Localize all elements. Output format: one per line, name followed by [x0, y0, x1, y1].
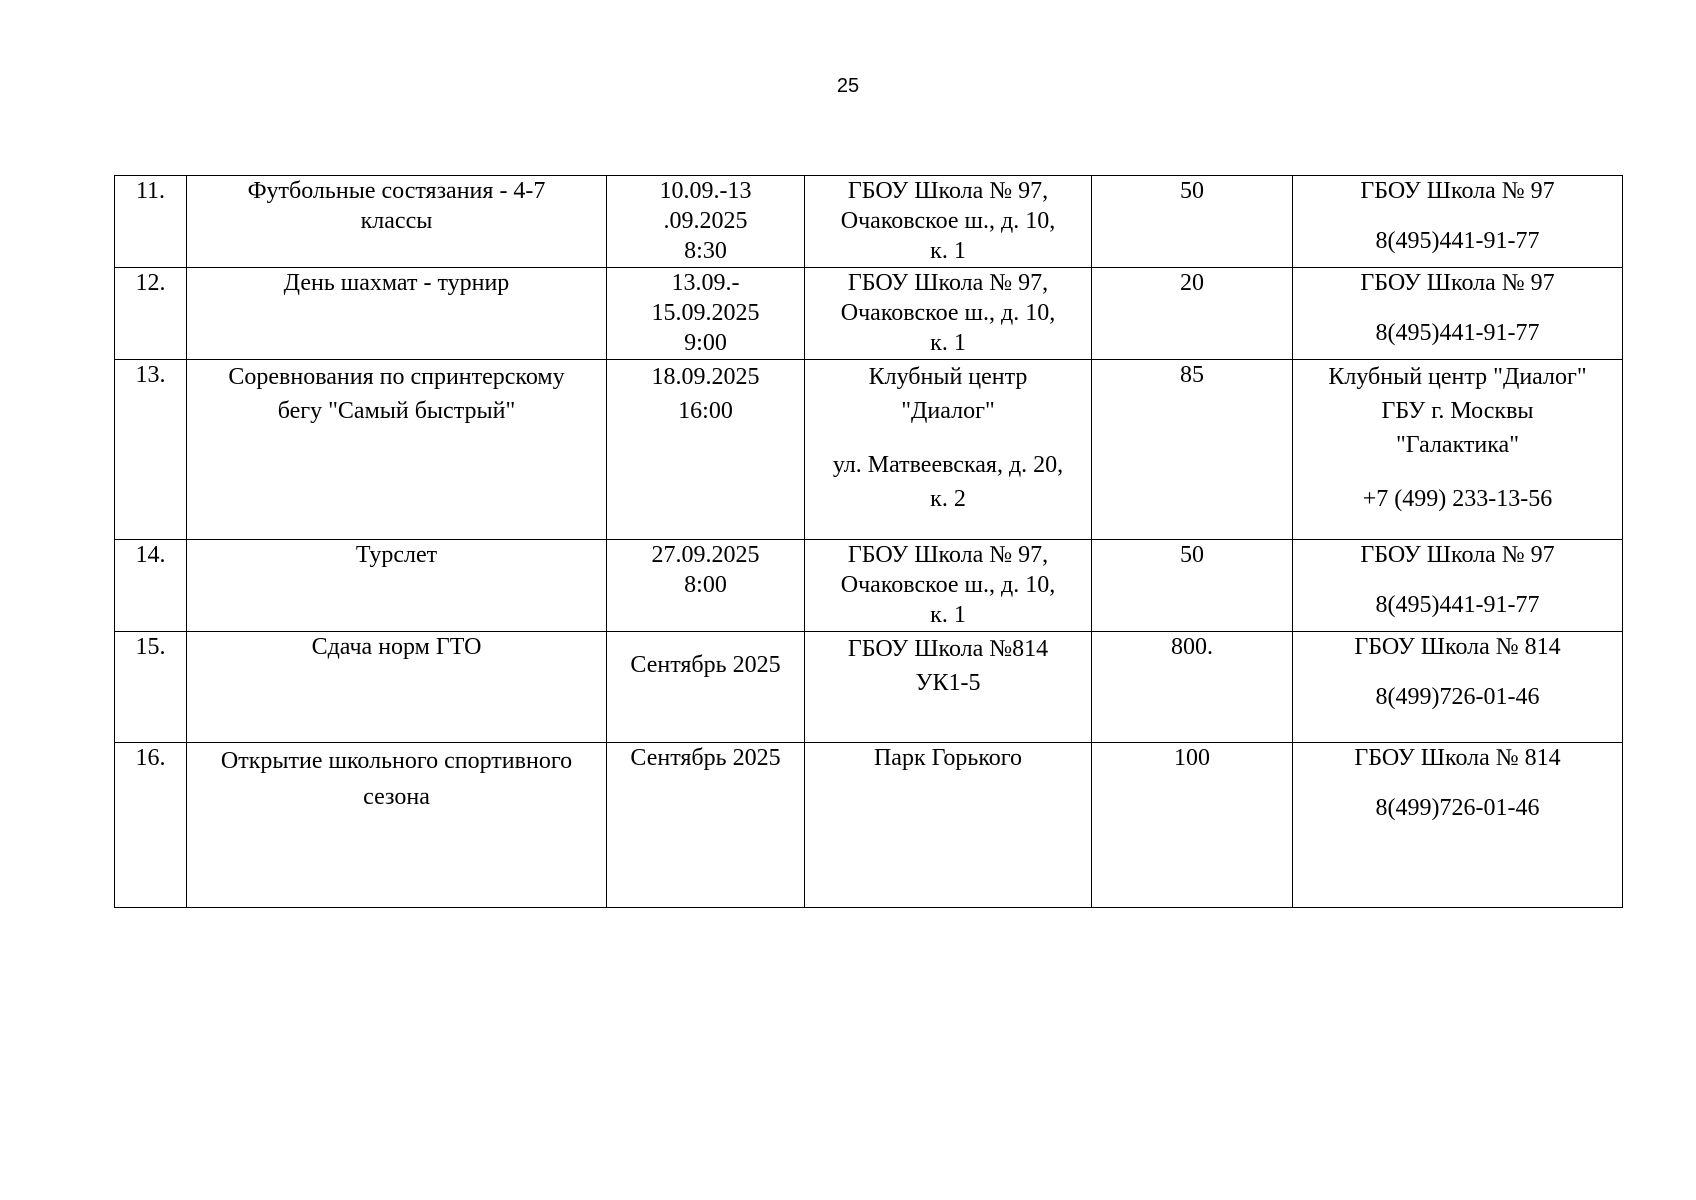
event-name: День шахмат - турнир [187, 268, 607, 360]
table-row [115, 176, 1623, 268]
event-date: 10.09.-13 .09.2025 8:30 [607, 176, 805, 268]
row-number: 12. [115, 268, 187, 360]
event-contact: ГБОУ Школа № 97 8(495)441-91-77 [1293, 176, 1623, 268]
event-name: Открытие школьного спортивного сезона [187, 743, 607, 908]
event-place: ГБОУ Школа № 97, Очаковское ш., д. 10, к. 1 [805, 176, 1092, 268]
event-name: Турслет [187, 540, 607, 632]
event-date: 13.09.- 15.09.2025 9:00 [607, 268, 805, 360]
table-row [115, 268, 1623, 360]
event-name: Соревнования по спринтерскому бегу "Самый быстрый" [187, 360, 607, 540]
event-place: Парк Горького [805, 743, 1092, 908]
participant-count: 50 [1092, 540, 1293, 632]
event-date: 18.09.2025 16:00 [607, 360, 805, 540]
event-name: Футбольные состязания - 4-7 классы [187, 176, 607, 268]
row-number: 15. [115, 632, 187, 743]
event-date: Сентябрь 2025 [607, 632, 805, 743]
row-number: 13. [115, 360, 187, 540]
row-number: 14. [115, 540, 187, 632]
event-contact: Клубный центр "Диалог" ГБУ г. Москвы "Галактика" +7 (499) 233-13-56 [1293, 360, 1623, 540]
event-place: Клубный центр "Диалог" ул. Матвеевская, д. 20, к. 2 [805, 360, 1092, 540]
table-row [115, 743, 1623, 908]
event-contact: ГБОУ Школа № 814 8(499)726-01-46 [1293, 743, 1623, 908]
events-table [114, 175, 1623, 908]
event-place: ГБОУ Школа № 97, Очаковское ш., д. 10, к. 1 [805, 268, 1092, 360]
participant-count: 20 [1092, 268, 1293, 360]
event-contact: ГБОУ Школа № 814 8(499)726-01-46 [1293, 632, 1623, 743]
event-place: ГБОУ Школа № 97, Очаковское ш., д. 10, к. 1 [805, 540, 1092, 632]
row-number: 11. [115, 176, 187, 268]
participant-count: 800. [1092, 632, 1293, 743]
event-place: ГБОУ Школа №814 УК1-5 [805, 632, 1092, 743]
participant-count: 85 [1092, 360, 1293, 540]
page-number: 25 [836, 75, 860, 97]
event-date: Сентябрь 2025 [607, 743, 805, 908]
participant-count: 50 [1092, 176, 1293, 268]
table-row [115, 632, 1623, 743]
row-number: 16. [115, 743, 187, 908]
table-row [115, 360, 1623, 540]
participant-count: 100 [1092, 743, 1293, 908]
event-contact: ГБОУ Школа № 97 8(495)441-91-77 [1293, 268, 1623, 360]
event-name: Сдача норм ГТО [187, 632, 607, 743]
event-date: 27.09.2025 8:00 [607, 540, 805, 632]
event-contact: ГБОУ Школа № 97 8(495)441-91-77 [1293, 540, 1623, 632]
table-row [115, 540, 1623, 632]
